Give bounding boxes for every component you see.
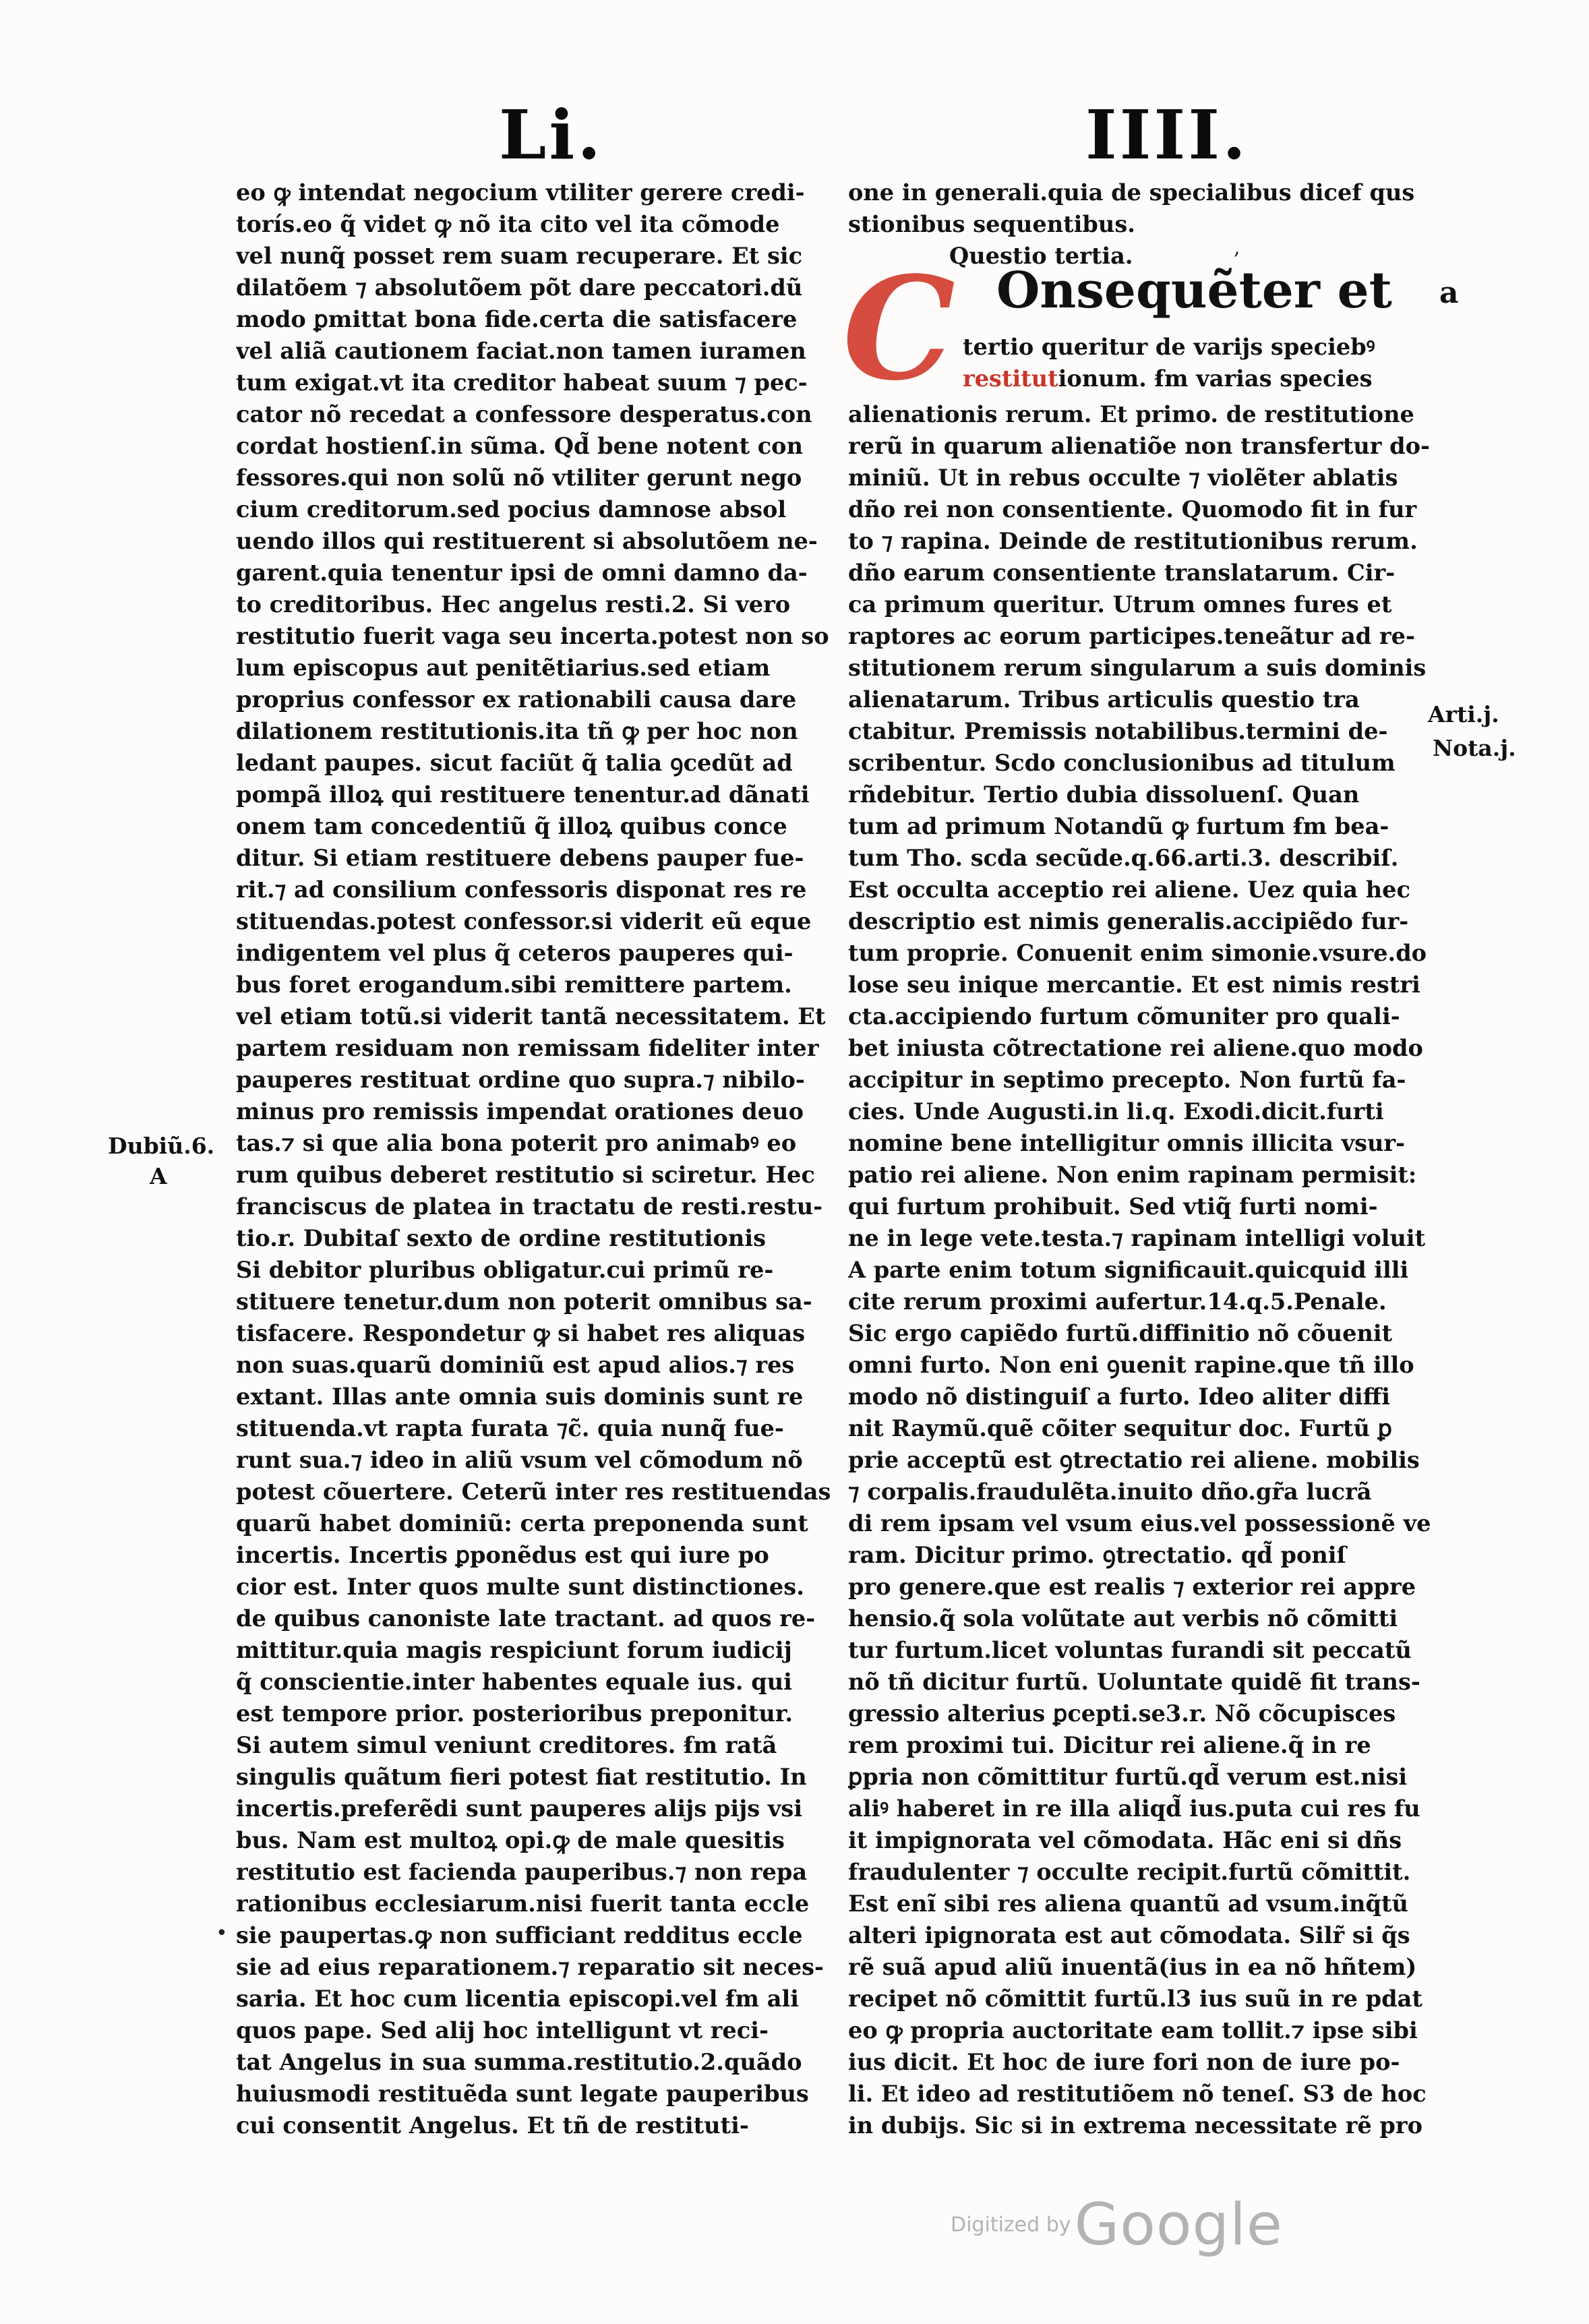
left-column-line: dilationem restitutionis.ita tñ ꝙ per hoc non bbox=[236, 717, 798, 744]
left-column-line: torís.eo q̃ videt ꝙ nõ ita cito vel ita cõmode bbox=[236, 210, 780, 237]
left-column-line: runt sua.⁊ ideo in aliũ vsum vel cõmodum nõ bbox=[236, 1446, 803, 1473]
right-text-column bbox=[843, 177, 1455, 2141]
running-head-right: IIII. bbox=[1085, 95, 1249, 175]
ink-speck: , bbox=[1234, 236, 1240, 260]
right-column-line: miniũ. Ut in rebus occulte ⁊ violẽter ablatis bbox=[848, 464, 1398, 491]
right-column-line: ius dicit. Et hoc de iure fori non de iure po- bbox=[848, 2048, 1400, 2075]
left-column-line: fessores.qui non solũ nõ vtiliter gerunt nego bbox=[236, 464, 802, 491]
right-column-line: patio rei aliene. Non enim rapinam permisit: bbox=[848, 1161, 1417, 1188]
right-column-line: pro genere.que est realis ⁊ exterior rei appre bbox=[848, 1573, 1416, 1600]
left-column-line: sie paupertas.ꝙ non sufficiant redditus eccle bbox=[236, 1921, 803, 1948]
left-column-line: sie ad eius reparationem.⁊ reparatio sit neces- bbox=[236, 1953, 824, 1980]
left-column-line: uendo illos qui restituerent si absolutõem ne- bbox=[236, 527, 818, 554]
right-column-line: alteri ipignorata est aut cõmodata. Silr̃ si q̃s bbox=[848, 1921, 1410, 1948]
right-column-line: nomine bene intelligitur omnis illicita vsur- bbox=[848, 1129, 1406, 1156]
right-column-line: in dubijs. Sic si in extrema necessitate rẽ pro bbox=[848, 2112, 1422, 2139]
right-column-line: Est enĩ sibi res aliena quantũ ad vsum.inq̃tũ bbox=[848, 1890, 1408, 1917]
left-column-line: quos pape. Sed alij hoc intelligunt vt reci- bbox=[236, 2017, 769, 2044]
right-column-line: ⁊ corpalis.fraudulẽta.inuito dño.gr̃a lucrã bbox=[848, 1478, 1372, 1505]
right-column-line: to ⁊ rapina. Deinde de restitutionibus rerum. bbox=[848, 527, 1418, 554]
right-column-line: gressio alterius ꝑcepti.se3.r. Nõ cõcupisces bbox=[848, 1700, 1396, 1727]
left-column-line: bus. Nam est multoꝝ opi.ꝙ de male quesitis bbox=[236, 1826, 785, 1853]
left-column-line: vel aliã cautionem faciat.non tamen iuramen bbox=[236, 337, 806, 364]
right-column-line: nit Raymũ.quẽ cõiter sequitur doc. Furtũ ꝑ bbox=[848, 1414, 1392, 1441]
left-column-line: potest cõuertere. Ceterũ inter res restituendas bbox=[236, 1478, 831, 1505]
left-column-line: huiusmodi restituẽda sunt legate pauperibus bbox=[236, 2080, 809, 2107]
left-column-line: singulis quãtum fieri potest fiat restitutio. In bbox=[236, 1763, 807, 1790]
right-column-top-line: one in generali.quia de specialibus dicef qus bbox=[848, 179, 1415, 206]
left-column-line: cior est. Inter quos multe sunt distinctiones. bbox=[236, 1573, 804, 1600]
left-column-line: tas.⁊ si que alia bona poterit pro animabꝰ eo bbox=[236, 1129, 797, 1156]
right-column-line: stitutionem rerum singularum a suis dominis bbox=[848, 654, 1427, 681]
right-column-opening bbox=[848, 177, 1455, 240]
left-column-line: extant. Illas ante omnia suis dominis sunt re bbox=[236, 1383, 804, 1410]
left-column-line: stituenda.vt rapta furata ⁊c̃. quia nunq̃ fue- bbox=[236, 1414, 784, 1441]
left-column-line: modo ꝑmittat bona fide.certa die satisfacere bbox=[236, 305, 798, 332]
left-column-line: Si autem simul veniunt creditores. ẜm ratã bbox=[236, 1731, 777, 1758]
left-column-line: ditur. Si etiam restituere debens pauper fue- bbox=[236, 844, 804, 871]
right-column-line: hensio.q̃ sola volũtate aut verbis nõ cõmitti bbox=[848, 1605, 1398, 1632]
right-column-line: it impignorata vel cõmodata. Hãc eni si dñs bbox=[848, 1826, 1402, 1853]
left-column-line: onem tam concedentiũ q̃ illoꝝ quibus conce bbox=[236, 812, 787, 839]
right-column-line: accipitur in septimo precepto. Non furtũ fa- bbox=[848, 1066, 1406, 1093]
margin-note-nota: Nota.j. bbox=[1433, 735, 1516, 761]
left-column-line: vel etiam totũ.si viderit tantã necessitatem. Et bbox=[236, 1003, 826, 1030]
left-column-line: est tempore prior. posterioribus preponitur. bbox=[236, 1700, 793, 1727]
right-column-line: alienatarum. Tribus articulis questio tra bbox=[848, 686, 1360, 713]
left-column-line: rum quibus deberet restitutio si sciretur. Hec bbox=[236, 1161, 815, 1188]
right-column-line: lose seu inique mercantie. Et est nimis restri bbox=[848, 971, 1420, 998]
left-column-line: rit.⁊ ad consilium confessoris disponat res re bbox=[236, 876, 807, 903]
left-column-line: lum episcopus aut penitẽtiarius.sed etiam bbox=[236, 654, 771, 681]
watermark-small-text: Digitized by bbox=[951, 2213, 1071, 2237]
right-column-line: scribentur. Scdo conclusionibus ad titulum bbox=[848, 749, 1396, 776]
right-column-line: descriptio est nimis generalis.accipiẽdo fur- bbox=[848, 907, 1409, 934]
left-column-line: partem residuam non remissam fideliter inter bbox=[236, 1034, 819, 1061]
right-column-line: ram. Dicitur primo. ꝯtrectatio. qd̃ poniſ bbox=[848, 1541, 1346, 1568]
right-column-line: rerũ in quarum alienatiõe non transfertur do- bbox=[848, 432, 1430, 459]
left-column-line: vel nunq̃ posset rem suam recuperare. Et sic bbox=[236, 242, 803, 269]
left-column-line: pauperes restituat ordine quo supra.⁊ nibilo- bbox=[236, 1066, 805, 1093]
right-column-line: tum Tho. scda secũde.q.66.arti.3. describiſ. bbox=[848, 844, 1399, 871]
margin-note-arti: Arti.j. bbox=[1428, 701, 1499, 727]
right-column-line: eo ꝙ propria auctoritate eam tollit.⁊ ipse sibi bbox=[848, 2017, 1418, 2044]
left-column-line: incertis.preferẽdi sunt pauperes alijs pijs vsi bbox=[236, 1795, 803, 1822]
left-column-line: cui consentit Angelus. Et tñ de restituti- bbox=[236, 2112, 749, 2139]
left-column-line: mittitur.quia magis respiciunt forum iudicij bbox=[236, 1636, 792, 1663]
left-column-line: cordat hostienſ.in sũma. Qd̃ bene notent con bbox=[236, 432, 803, 459]
right-column-line: ca primum queritur. Utrum omnes fures et bbox=[848, 591, 1392, 618]
right-column-line: alienationis rerum. Et primo. de restitutione bbox=[848, 400, 1414, 427]
right-column-line: ne in lege vete.testa.⁊ rapinam intelligi voluit bbox=[848, 1224, 1426, 1251]
ink-speck: • bbox=[216, 1921, 228, 1945]
right-column-body bbox=[848, 398, 1455, 2141]
left-column-line: garent.quia tenentur ipsi de omni damno da- bbox=[236, 559, 808, 586]
right-column-line: Est occulta acceptio rei aliene. Uez quia hec bbox=[848, 876, 1410, 903]
right-column-line: nõ tñ dicitur furtũ. Uoluntate quidẽ fit trans- bbox=[848, 1668, 1420, 1695]
left-column-line: tisfacere. Respondetur ꝙ si habet res aliquas bbox=[236, 1319, 806, 1346]
margin-note-letter-a: a bbox=[1439, 276, 1459, 310]
right-column-line: tur furtum.licet voluntas furandi sit peccatũ bbox=[848, 1636, 1412, 1663]
right-column-line: raptores ac eorum participes.teneãtur ad re- bbox=[848, 622, 1415, 649]
left-column-line: stituere tenetur.dum non poterit omnibus sa- bbox=[236, 1288, 812, 1315]
margin-note-dubium-sign: A bbox=[150, 1163, 167, 1189]
right-column-line: aliꝰ haberet in re illa aliqd̃ ius.puta cui res fu bbox=[848, 1795, 1420, 1822]
right-column-line: cite rerum proximi aufertur.14.q.5.Penale. bbox=[848, 1288, 1387, 1315]
right-column-line: Sic ergo capiẽdo furtũ.diffinitio nõ cõuenit bbox=[848, 1319, 1393, 1346]
right-column-line: bet iniusta cõtrectatione rei aliene.quo modo bbox=[848, 1034, 1423, 1061]
left-column-line: dilatõem ⁊ absolutõem põt dare peccatori.dũ bbox=[236, 274, 803, 301]
right-column-line: recipet nõ cõmittit furtũ.l3 ius suũ in re pdat bbox=[848, 1985, 1422, 2012]
right-column-line: qui furtum prohibuit. Sed vtiq̃ furti nomi- bbox=[848, 1193, 1378, 1220]
left-column-line: tum exigat.vt ita creditor habeat suum ⁊ pec- bbox=[236, 369, 808, 396]
left-column-line: restitutio fuerit vaga seu incerta.potest non so bbox=[236, 622, 829, 649]
left-column-line: tat Angelus in sua summa.restitutio.2.quãdo bbox=[236, 2048, 802, 2075]
right-column-line: rem proximi tui. Dicitur rei aliene.q̃ in re bbox=[848, 1731, 1371, 1758]
left-column-line: q̃ conscientie.inter habentes equale ius. qui bbox=[236, 1668, 792, 1695]
left-column-line: to creditoribus. Hec angelus resti.2. Si vero bbox=[236, 591, 791, 618]
right-column-line: omni furto. Non eni ꝯuenit rapine.que tñ illo bbox=[848, 1351, 1414, 1378]
right-column-line: dño rei non consentiente. Quomodo fit in fur bbox=[848, 496, 1417, 523]
margin-note-dubium: Dubiũ.6. bbox=[108, 1133, 215, 1159]
left-column-line: stituendas.potest confessor.si viderit eũ eque bbox=[236, 907, 812, 934]
left-column-line: pompã illoꝝ qui restituere tenentur.ad dãnati bbox=[236, 781, 810, 808]
digitized-by-google-watermark bbox=[951, 2191, 1283, 2259]
right-column-line: tum proprie. Conuenit enim simonie.vsure.do bbox=[848, 939, 1427, 966]
left-column-line: bus foret erogandum.sibi remittere partem. bbox=[236, 971, 792, 998]
right-column-line: ctabitur. Premissis notabilibus.termini de- bbox=[848, 717, 1388, 744]
questio-heading: Questio tertia. bbox=[949, 242, 1133, 269]
left-text-column bbox=[236, 177, 843, 2141]
initial-line-1: tertio queritur de varijs speciebꝰ bbox=[963, 333, 1375, 360]
left-column-line: minus pro remissis impendat orationes deuo bbox=[236, 1098, 804, 1125]
left-column-line: quarũ habet dominiũ: certa preponenda sunt bbox=[236, 1510, 808, 1537]
left-column-line: ledant paupes. sicut faciũt q̃ talia ꝯcedũt ad bbox=[236, 749, 793, 776]
right-column-line: fraudulenter ⁊ occulte recipit.furtũ cõmittit. bbox=[848, 1858, 1411, 1885]
right-column-line: cta.accipiendo furtum cõmuniter pro quali- bbox=[848, 1003, 1400, 1030]
right-column-line: modo nõ distinguiſ a furto. Ideo aliter diffi bbox=[848, 1383, 1390, 1410]
running-head-left: Li. bbox=[499, 95, 604, 175]
red-drop-initial: C bbox=[843, 245, 956, 412]
right-column-line: cies. Unde Augusti.in li.q. Exodi.dicit.furti bbox=[848, 1098, 1384, 1125]
left-column-line: rationibus ecclesiarum.nisi fuerit tanta eccle bbox=[236, 1890, 810, 1917]
left-column-line: restitutio est facienda pauperibus.⁊ non repa bbox=[236, 1858, 808, 1885]
left-column-line: incertis. Incertis ꝑponẽdus est qui iure po bbox=[236, 1541, 769, 1568]
left-column-line: non suas.quarũ dominiũ est apud alios.⁊ res bbox=[236, 1351, 795, 1378]
left-column-line: tio.r. Dubitaſ sexto de ordine restitutionis bbox=[236, 1224, 767, 1251]
left-column-line: indigentem vel plus q̃ ceteros pauperes qui- bbox=[236, 939, 793, 966]
left-column-line: Si debitor pluribus obligatur.cui primũ re- bbox=[236, 1256, 774, 1283]
right-column-line: rñdebitur. Tertio dubia dissoluenſ. Quan bbox=[848, 781, 1360, 808]
left-column-line: proprius confessor ex rationabili causa dare bbox=[236, 686, 797, 713]
right-column-line: rẽ suã apud aliũ inuentã(ius in ea nõ hñtem) bbox=[848, 1953, 1417, 1980]
left-column-line: franciscus de platea in tractatu de resti.restu- bbox=[236, 1193, 823, 1220]
left-column-line: saria. Et hoc cum licentia episcopi.vel ẜm ali bbox=[236, 1985, 800, 2012]
left-column-line: de quibus canoniste late tractant. ad quos re- bbox=[236, 1605, 816, 1632]
right-column-line: di rem ipsam vel vsum eius.vel possessionẽ ve bbox=[848, 1510, 1431, 1537]
left-column-line: cium creditorum.sed pocius damnose absol bbox=[236, 496, 787, 523]
right-column-line: tum ad primum Notandũ ꝙ furtum ẜm bea- bbox=[848, 812, 1389, 839]
left-column-line: cator nõ recedat a confessore desperatus.con bbox=[236, 400, 812, 427]
left-column-line: eo ꝙ intendat negocium vtiliter gerere credi- bbox=[236, 179, 805, 206]
opening-word: Onsequẽter et bbox=[996, 262, 1392, 320]
right-column-line: dño earum consentiente translatarum. Cir- bbox=[848, 559, 1396, 586]
right-column-top-line: stionibus sequentibus. bbox=[848, 210, 1135, 237]
right-column-line: prie acceptũ est ꝯtrectatio rei aliene. mobilis bbox=[848, 1446, 1420, 1473]
right-column-line: A parte enim totum significauit.quicquid illi bbox=[848, 1256, 1409, 1283]
initial-line-2: restitutionum. ẜm varias species bbox=[963, 365, 1373, 392]
watermark-google-logo: Google bbox=[1074, 2191, 1283, 2259]
right-column-line: li. Et ideo ad restitutiõem nõ teneſ. S3 de hoc bbox=[848, 2080, 1427, 2107]
right-column-line: ꝑpria non cõmittitur furtũ.qd̃ verum est.nisi bbox=[848, 1763, 1408, 1790]
